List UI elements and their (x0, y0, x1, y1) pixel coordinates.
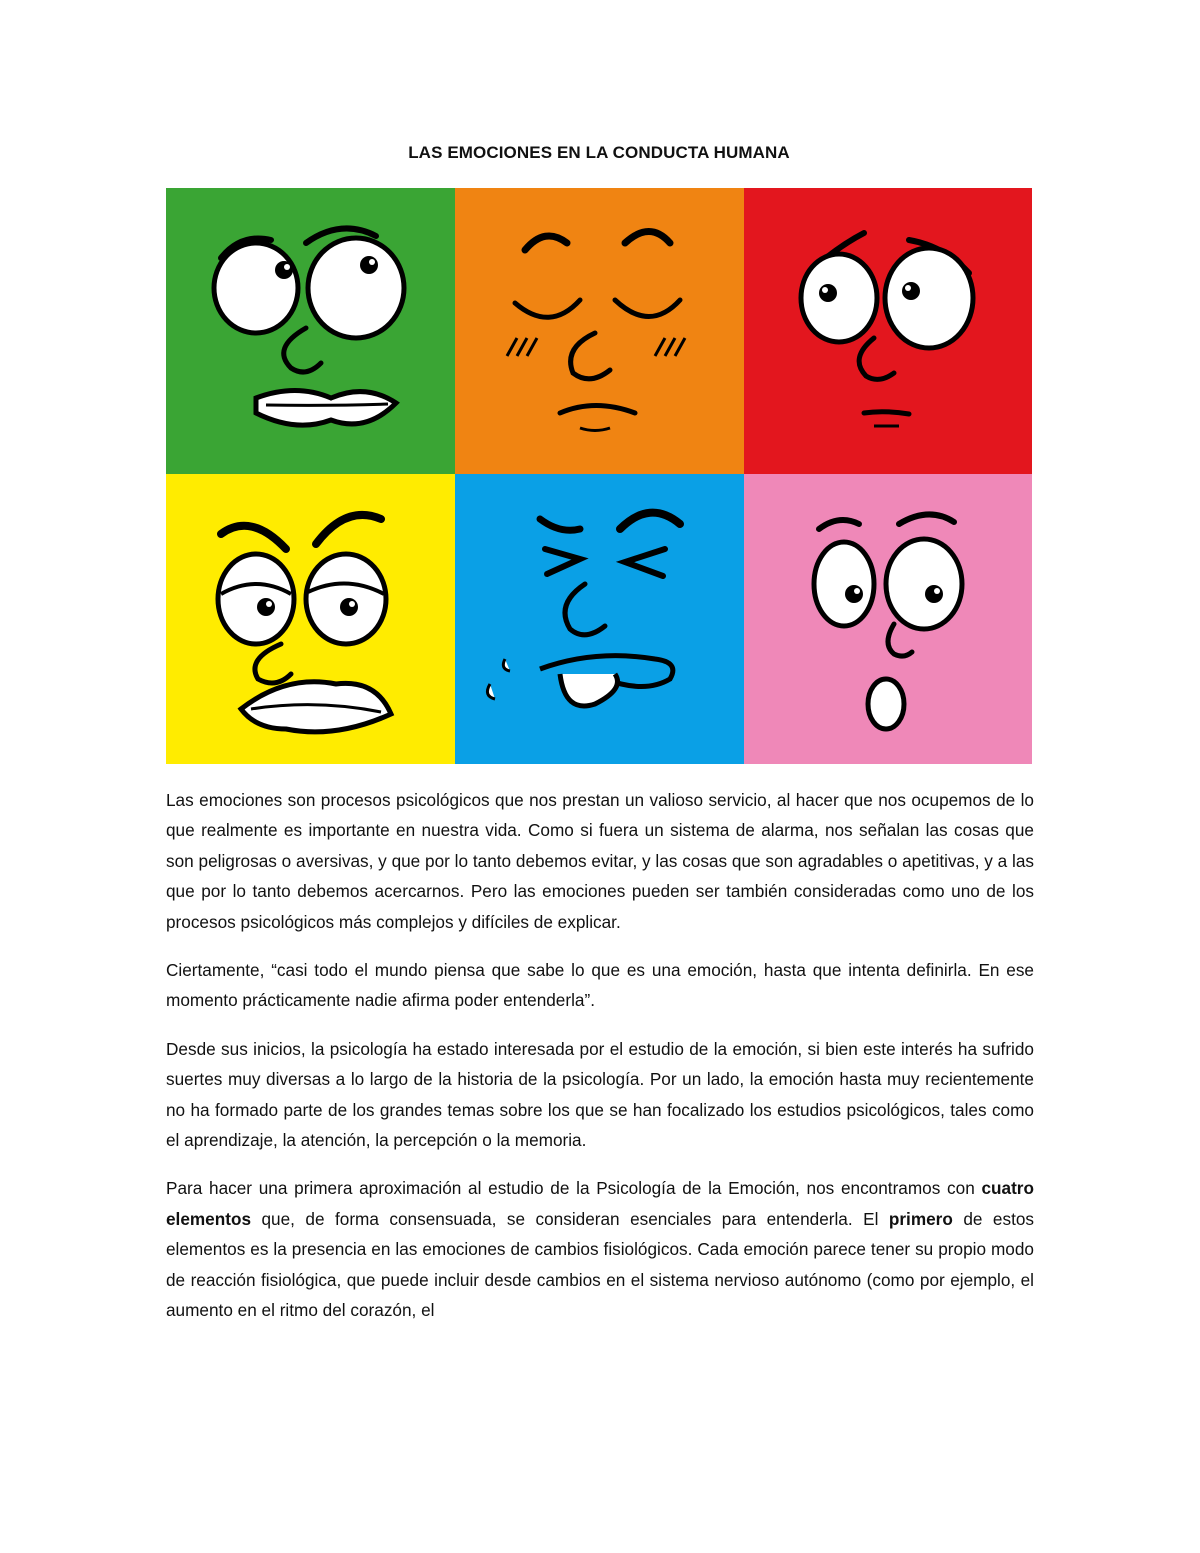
document-body (166, 785, 1034, 1344)
worried-face-tile (166, 188, 455, 474)
disgusted-face-tile (455, 474, 744, 764)
angry-face-icon (166, 474, 455, 764)
surprised-face-tile (744, 474, 1032, 764)
angry-face-tile (166, 474, 455, 764)
document-title: LAS EMOCIONES EN LA CONDUCTA HUMANA (408, 143, 790, 162)
bold-term: cuatro elementos (166, 1178, 1034, 1229)
disgusted-face-icon (455, 474, 744, 764)
paragraph (166, 1173, 1034, 1325)
paragraph: Las emociones son procesos psicológicos que nos prestan un valioso servicio, al hacer que nos ocupemos de lo que realmente es importante en nuestra vida. Como si fuera un sistema de alarma, nos señalan las cosas que son peligrosas o aversivas, y que por lo tanto debemos evitar, y las cosas que son agradables o apetitivas, y a las que por lo tanto debemos acercarnos. Pero las emociones pueden ser también consideradas como uno de los procesos psicológicos más complejos y difíciles de explicar. (166, 790, 1034, 932)
paragraph-text: de estos elementos es la presencia en las emociones de cambios fisiológicos. Cada emoción parece tener su propio modo de reacción fisiológica, que puede incluir desde cambios en el sistema nervioso autónomo (como por ejemplo, el aumento en el ritmo del corazón, el (166, 1208, 1034, 1321)
emotions-illustration (166, 188, 1032, 764)
paragraph-text: Para hacer una primera aproximación al estudio de la Psicología de la Emoción, nos encontramos con (166, 1178, 982, 1199)
tile-background (744, 188, 1032, 474)
content-face-tile (455, 188, 744, 474)
paragraph: Desde sus inicios, la psicología ha estado interesada por el estudio de la emoción, si bien este interés ha sufrido suertes muy diversas a lo largo de la historia de la psicología. Por un lado, la emoción hasta muy recientemente no ha formado parte de los grandes temas sobre los que se han focalizado los estudios psicológicos, tales como el aprendizaje, la atención, la percepción o la memoria. (166, 1038, 1034, 1151)
paragraph-text: que, de forma consensuada, se consideran esenciales para entenderla. El (251, 1208, 889, 1229)
tile-background (455, 474, 744, 764)
surprised-face-icon (744, 474, 1032, 764)
bold-term: primero (888, 1208, 953, 1229)
sad-face-tile (744, 188, 1032, 474)
content-face-icon (455, 188, 744, 474)
worried-face-icon (166, 188, 455, 474)
paragraph: Ciertamente, “casi todo el mundo piensa que sabe lo que es una emoción, hasta que intenta definirla. En ese momento prácticamente nadie afirma poder entenderla”. (166, 960, 1034, 1011)
sad-face-icon (744, 188, 1032, 474)
tile-background (166, 188, 455, 474)
